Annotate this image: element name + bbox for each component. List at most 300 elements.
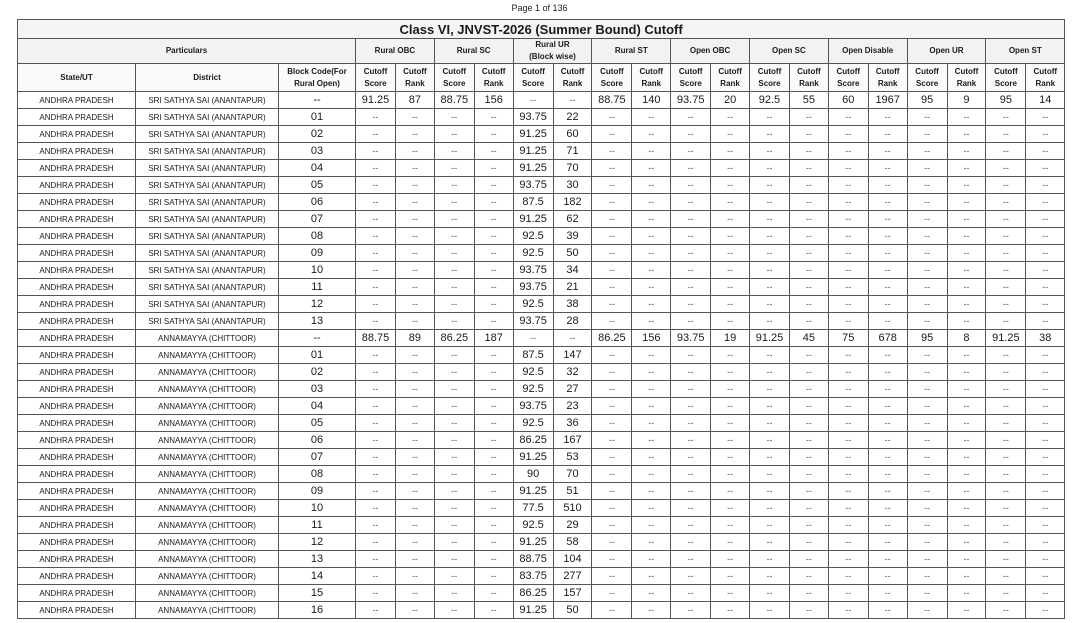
cutoff-rank-cell: -- <box>1026 126 1065 143</box>
block-code-cell: 06 <box>279 432 356 449</box>
cutoff-score-cell: -- <box>907 551 947 568</box>
cutoff-rank-cell: -- <box>789 160 828 177</box>
cutoff-rank-cell: 29 <box>553 517 592 534</box>
cutoff-rank-cell: -- <box>474 296 513 313</box>
state-cell: ANDHRA PRADESH <box>18 568 136 585</box>
cutoff-score-cell: 91.25 <box>986 330 1026 347</box>
cutoff-score-cell: -- <box>434 449 474 466</box>
state-cell: ANDHRA PRADESH <box>18 330 136 347</box>
district-cell: ANNAMAYYA (CHITTOOR) <box>136 483 279 500</box>
table-row <box>18 143 1065 160</box>
cutoff-score-cell: -- <box>671 551 711 568</box>
district-cell: ANNAMAYYA (CHITTOOR) <box>136 500 279 517</box>
cutoff-rank-cell: -- <box>396 194 435 211</box>
cutoff-rank-cell: -- <box>553 92 592 109</box>
cutoff-rank-cell: -- <box>789 177 828 194</box>
cutoff-score-header: Cutoff Score <box>513 64 553 92</box>
cutoff-rank-cell: 157 <box>553 585 592 602</box>
cutoff-rank-cell: -- <box>474 211 513 228</box>
cutoff-score-cell: -- <box>434 398 474 415</box>
cutoff-score-cell: 93.75 <box>671 330 711 347</box>
cutoff-rank-cell: -- <box>947 602 986 619</box>
cutoff-score-cell: -- <box>434 568 474 585</box>
cutoff-rank-cell: -- <box>947 415 986 432</box>
block-code-cell: 10 <box>279 500 356 517</box>
cutoff-rank-cell: -- <box>789 449 828 466</box>
cutoff-score-cell: -- <box>671 262 711 279</box>
cutoff-score-cell: -- <box>907 160 947 177</box>
cutoff-score-cell: -- <box>749 347 789 364</box>
cutoff-rank-cell: -- <box>868 262 907 279</box>
cutoff-rank-cell: -- <box>1026 551 1065 568</box>
block-code-cell: -- <box>279 330 356 347</box>
cutoff-rank-cell: -- <box>632 296 671 313</box>
cutoff-rank-cell: -- <box>947 517 986 534</box>
block-code-cell: 12 <box>279 296 356 313</box>
cutoff-score-cell: -- <box>986 228 1026 245</box>
category-header: Rural OBC <box>356 39 435 64</box>
cutoff-score-cell: -- <box>907 483 947 500</box>
state-cell: ANDHRA PRADESH <box>18 398 136 415</box>
block-code-cell: 06 <box>279 194 356 211</box>
cutoff-rank-cell: 45 <box>789 330 828 347</box>
cutoff-rank-cell: 32 <box>553 364 592 381</box>
cutoff-rank-cell: -- <box>947 109 986 126</box>
cutoff-rank-cell: -- <box>632 500 671 517</box>
cutoff-rank-cell: -- <box>711 262 750 279</box>
cutoff-rank-cell: -- <box>474 143 513 160</box>
cutoff-rank-cell: -- <box>1026 534 1065 551</box>
cutoff-rank-cell: -- <box>868 211 907 228</box>
cutoff-score-cell: -- <box>828 279 868 296</box>
cutoff-score-cell: 91.25 <box>513 534 553 551</box>
cutoff-rank-cell: -- <box>868 466 907 483</box>
cutoff-rank-cell: 51 <box>553 483 592 500</box>
cutoff-score-cell: -- <box>671 449 711 466</box>
cutoff-score-cell: -- <box>749 551 789 568</box>
cutoff-score-cell: 88.75 <box>592 92 632 109</box>
cutoff-rank-cell: -- <box>789 466 828 483</box>
cutoff-rank-cell: -- <box>789 109 828 126</box>
cutoff-score-cell: -- <box>434 602 474 619</box>
cutoff-rank-cell: -- <box>789 245 828 262</box>
cutoff-rank-cell: 156 <box>474 92 513 109</box>
district-cell: ANNAMAYYA (CHITTOOR) <box>136 551 279 568</box>
block-code-cell: 09 <box>279 483 356 500</box>
cutoff-rank-cell: -- <box>396 211 435 228</box>
cutoff-rank-cell: -- <box>1026 398 1065 415</box>
district-cell: ANNAMAYYA (CHITTOOR) <box>136 364 279 381</box>
cutoff-rank-cell: -- <box>868 126 907 143</box>
cutoff-score-cell: -- <box>592 347 632 364</box>
cutoff-score-cell: -- <box>828 568 868 585</box>
cutoff-rank-cell: -- <box>396 279 435 296</box>
cutoff-rank-cell: -- <box>632 534 671 551</box>
cutoff-rank-cell: -- <box>868 415 907 432</box>
cutoff-score-cell: -- <box>671 296 711 313</box>
district-cell: SRI SATHYA SAI (ANANTAPUR) <box>136 143 279 160</box>
cutoff-rank-cell: -- <box>868 483 907 500</box>
table-row <box>18 279 1065 296</box>
state-cell: ANDHRA PRADESH <box>18 194 136 211</box>
cutoff-score-cell: -- <box>671 177 711 194</box>
block-code-cell: 12 <box>279 534 356 551</box>
cutoff-rank-cell: 87 <box>396 92 435 109</box>
table-row <box>18 262 1065 279</box>
cutoff-rank-cell: -- <box>868 534 907 551</box>
cutoff-rank-cell: -- <box>474 228 513 245</box>
cutoff-rank-cell: 70 <box>553 466 592 483</box>
cutoff-rank-cell: -- <box>789 398 828 415</box>
cutoff-rank-cell: 156 <box>632 330 671 347</box>
cutoff-rank-cell: -- <box>1026 466 1065 483</box>
cutoff-score-cell: -- <box>828 432 868 449</box>
cutoff-score-cell: -- <box>907 245 947 262</box>
cutoff-rank-cell: -- <box>632 347 671 364</box>
cutoff-rank-cell: 70 <box>553 160 592 177</box>
cutoff-score-cell: -- <box>749 313 789 330</box>
cutoff-rank-cell: 53 <box>553 449 592 466</box>
cutoff-score-cell: 91.25 <box>513 211 553 228</box>
cutoff-score-cell: -- <box>907 568 947 585</box>
cutoff-score-cell: -- <box>434 466 474 483</box>
cutoff-score-cell: -- <box>828 466 868 483</box>
district-header: District <box>136 64 279 92</box>
cutoff-rank-cell: -- <box>474 245 513 262</box>
table-row <box>18 500 1065 517</box>
cutoff-score-cell: -- <box>828 126 868 143</box>
cutoff-score-cell: -- <box>592 483 632 500</box>
block-code-cell: 05 <box>279 177 356 194</box>
cutoff-score-cell: -- <box>749 398 789 415</box>
district-cell: ANNAMAYYA (CHITTOOR) <box>136 534 279 551</box>
cutoff-rank-cell: -- <box>396 296 435 313</box>
table-row <box>18 551 1065 568</box>
cutoff-score-cell: -- <box>986 296 1026 313</box>
cutoff-score-cell: -- <box>671 398 711 415</box>
cutoff-score-cell: 77.5 <box>513 500 553 517</box>
cutoff-rank-cell: -- <box>789 415 828 432</box>
table-title: Class VI, JNVST-2026 (Summer Bound) Cutoff <box>18 20 1065 39</box>
block-code-cell: 13 <box>279 313 356 330</box>
cutoff-score-cell: -- <box>592 466 632 483</box>
cutoff-score-cell: -- <box>749 211 789 228</box>
state-cell: ANDHRA PRADESH <box>18 177 136 194</box>
cutoff-rank-cell: -- <box>632 143 671 160</box>
cutoff-rank-cell: -- <box>711 500 750 517</box>
cutoff-score-cell: -- <box>907 398 947 415</box>
cutoff-score-cell: 92.5 <box>513 381 553 398</box>
cutoff-rank-cell: -- <box>789 483 828 500</box>
cutoff-score-cell: 91.25 <box>513 449 553 466</box>
cutoff-rank-cell: -- <box>868 347 907 364</box>
cutoff-rank-cell: -- <box>789 228 828 245</box>
cutoff-rank-cell: -- <box>868 296 907 313</box>
cutoff-score-cell: -- <box>434 432 474 449</box>
cutoff-rank-cell: -- <box>396 143 435 160</box>
cutoff-rank-cell: -- <box>947 262 986 279</box>
cutoff-rank-cell: -- <box>789 143 828 160</box>
cutoff-rank-cell: -- <box>868 313 907 330</box>
cutoff-score-cell: -- <box>356 534 396 551</box>
cutoff-rank-header: Cutoff Rank <box>1026 64 1065 92</box>
cutoff-rank-header: Cutoff Rank <box>553 64 592 92</box>
particulars-header: Particulars <box>18 39 356 64</box>
cutoff-rank-cell: -- <box>868 194 907 211</box>
cutoff-rank-cell: -- <box>711 177 750 194</box>
table-row <box>18 602 1065 619</box>
cutoff-score-cell: -- <box>986 347 1026 364</box>
cutoff-rank-cell: -- <box>474 602 513 619</box>
cutoff-rank-cell: -- <box>396 262 435 279</box>
cutoff-rank-cell: -- <box>474 262 513 279</box>
cutoff-score-header: Cutoff Score <box>986 64 1026 92</box>
cutoff-rank-cell: 28 <box>553 313 592 330</box>
state-cell: ANDHRA PRADESH <box>18 262 136 279</box>
cutoff-rank-cell: -- <box>789 585 828 602</box>
cutoff-score-cell: 92.5 <box>513 517 553 534</box>
cutoff-score-cell: -- <box>671 126 711 143</box>
cutoff-rank-cell: -- <box>474 347 513 364</box>
cutoff-rank-cell: -- <box>789 364 828 381</box>
cutoff-rank-cell: -- <box>396 245 435 262</box>
cutoff-rank-cell: -- <box>711 313 750 330</box>
cutoff-score-cell: -- <box>434 296 474 313</box>
cutoff-score-cell: -- <box>434 415 474 432</box>
cutoff-rank-cell: -- <box>632 126 671 143</box>
cutoff-rank-cell: -- <box>396 534 435 551</box>
cutoff-score-cell: -- <box>434 177 474 194</box>
cutoff-rank-cell: -- <box>711 347 750 364</box>
block-code-cell: 11 <box>279 279 356 296</box>
cutoff-score-cell: 93.75 <box>513 279 553 296</box>
cutoff-score-header: Cutoff Score <box>434 64 474 92</box>
cutoff-score-cell: -- <box>356 194 396 211</box>
cutoff-score-cell: -- <box>828 534 868 551</box>
cutoff-rank-cell: -- <box>789 551 828 568</box>
cutoff-score-cell: -- <box>986 262 1026 279</box>
table-row <box>18 109 1065 126</box>
cutoff-rank-cell: -- <box>474 432 513 449</box>
cutoff-score-cell: -- <box>671 160 711 177</box>
block-code-cell: 04 <box>279 160 356 177</box>
cutoff-rank-cell: -- <box>632 313 671 330</box>
cutoff-score-cell: -- <box>828 262 868 279</box>
cutoff-rank-cell: -- <box>474 160 513 177</box>
cutoff-score-cell: -- <box>671 109 711 126</box>
cutoff-rank-cell: 50 <box>553 245 592 262</box>
block-code-cell: 04 <box>279 398 356 415</box>
district-cell: ANNAMAYYA (CHITTOOR) <box>136 449 279 466</box>
cutoff-rank-cell: -- <box>474 126 513 143</box>
cutoff-score-cell: -- <box>592 449 632 466</box>
cutoff-rank-cell: -- <box>789 432 828 449</box>
cutoff-rank-cell: -- <box>947 296 986 313</box>
block-code-cell: 10 <box>279 262 356 279</box>
cutoff-rank-cell: -- <box>947 398 986 415</box>
block-code-cell: 16 <box>279 602 356 619</box>
district-cell: ANNAMAYYA (CHITTOOR) <box>136 517 279 534</box>
cutoff-rank-cell: -- <box>396 500 435 517</box>
cutoff-rank-cell: -- <box>711 245 750 262</box>
cutoff-score-cell: -- <box>592 245 632 262</box>
table-row <box>18 228 1065 245</box>
district-cell: ANNAMAYYA (CHITTOOR) <box>136 568 279 585</box>
cutoff-score-cell: 91.25 <box>356 92 396 109</box>
cutoff-rank-cell: -- <box>947 449 986 466</box>
district-cell: SRI SATHYA SAI (ANANTAPUR) <box>136 313 279 330</box>
cutoff-rank-cell: -- <box>396 432 435 449</box>
cutoff-score-cell: -- <box>592 126 632 143</box>
cutoff-rank-cell: 38 <box>553 296 592 313</box>
cutoff-score-cell: -- <box>671 483 711 500</box>
state-cell: ANDHRA PRADESH <box>18 160 136 177</box>
cutoff-rank-cell: -- <box>474 398 513 415</box>
cutoff-rank-cell: -- <box>1026 177 1065 194</box>
category-header: Rural ST <box>592 39 671 64</box>
block-code-cell: 13 <box>279 551 356 568</box>
cutoff-score-cell: 86.25 <box>513 585 553 602</box>
cutoff-score-cell: -- <box>671 500 711 517</box>
cutoff-score-cell: -- <box>592 534 632 551</box>
cutoff-rank-cell: -- <box>396 347 435 364</box>
cutoff-score-cell: -- <box>356 500 396 517</box>
cutoff-score-cell: 60 <box>828 92 868 109</box>
cutoff-score-cell: -- <box>907 313 947 330</box>
cutoff-score-cell: -- <box>749 483 789 500</box>
cutoff-score-cell: -- <box>749 228 789 245</box>
cutoff-score-cell: 88.75 <box>356 330 396 347</box>
cutoff-rank-cell: -- <box>396 517 435 534</box>
cutoff-score-cell: -- <box>907 296 947 313</box>
cutoff-score-cell: -- <box>749 160 789 177</box>
table-row <box>18 466 1065 483</box>
cutoff-rank-cell: -- <box>1026 109 1065 126</box>
table-row <box>18 432 1065 449</box>
cutoff-score-cell: -- <box>986 602 1026 619</box>
block-code-cell: 05 <box>279 415 356 432</box>
cutoff-rank-cell: -- <box>396 381 435 398</box>
state-cell: ANDHRA PRADESH <box>18 534 136 551</box>
cutoff-score-cell: 92.5 <box>513 415 553 432</box>
cutoff-score-cell: -- <box>592 109 632 126</box>
cutoff-rank-cell: -- <box>1026 432 1065 449</box>
cutoff-rank-cell: -- <box>632 585 671 602</box>
cutoff-score-cell: -- <box>671 415 711 432</box>
cutoff-score-cell: 95 <box>907 330 947 347</box>
cutoff-score-cell: -- <box>986 551 1026 568</box>
cutoff-rank-cell: -- <box>632 194 671 211</box>
cutoff-score-cell: -- <box>356 160 396 177</box>
cutoff-score-cell: -- <box>986 432 1026 449</box>
state-header: State/UT <box>18 64 136 92</box>
cutoff-rank-cell: 277 <box>553 568 592 585</box>
state-cell: ANDHRA PRADESH <box>18 432 136 449</box>
cutoff-score-cell: -- <box>592 415 632 432</box>
cutoff-score-cell: -- <box>434 364 474 381</box>
cutoff-score-cell: -- <box>356 398 396 415</box>
cutoff-rank-cell: -- <box>396 126 435 143</box>
cutoff-score-cell: -- <box>671 432 711 449</box>
cutoff-score-cell: 83.75 <box>513 568 553 585</box>
cutoff-rank-cell: -- <box>396 551 435 568</box>
cutoff-score-cell: -- <box>907 449 947 466</box>
table-row <box>18 313 1065 330</box>
cutoff-score-cell: 87.5 <box>513 347 553 364</box>
cutoff-rank-cell: 71 <box>553 143 592 160</box>
cutoff-rank-cell: -- <box>711 228 750 245</box>
cutoff-score-cell: -- <box>828 347 868 364</box>
cutoff-score-cell: -- <box>592 160 632 177</box>
cutoff-score-cell: -- <box>828 415 868 432</box>
cutoff-rank-cell: -- <box>632 466 671 483</box>
cutoff-score-cell: -- <box>986 381 1026 398</box>
cutoff-score-cell: -- <box>907 228 947 245</box>
cutoff-rank-cell: -- <box>474 534 513 551</box>
cutoff-score-cell: -- <box>356 449 396 466</box>
cutoff-rank-cell: 9 <box>947 92 986 109</box>
cutoff-score-cell: 90 <box>513 466 553 483</box>
cutoff-score-cell: -- <box>907 126 947 143</box>
table-row <box>18 126 1065 143</box>
district-cell: SRI SATHYA SAI (ANANTAPUR) <box>136 296 279 313</box>
cutoff-score-cell: -- <box>671 347 711 364</box>
cutoff-rank-cell: -- <box>711 602 750 619</box>
cutoff-score-cell: -- <box>986 483 1026 500</box>
cutoff-rank-cell: -- <box>868 228 907 245</box>
cutoff-rank-cell: -- <box>474 466 513 483</box>
cutoff-score-cell: -- <box>592 551 632 568</box>
table-row <box>18 160 1065 177</box>
cutoff-rank-cell: -- <box>1026 449 1065 466</box>
cutoff-rank-cell: -- <box>789 194 828 211</box>
cutoff-score-cell: -- <box>828 517 868 534</box>
cutoff-score-cell: -- <box>671 313 711 330</box>
block-code-header: Block Code(For Rural Open) <box>279 64 356 92</box>
cutoff-score-cell: -- <box>986 245 1026 262</box>
cutoff-score-cell: -- <box>356 347 396 364</box>
cutoff-rank-header: Cutoff Rank <box>396 64 435 92</box>
cutoff-score-cell: -- <box>986 415 1026 432</box>
cutoff-score-cell: -- <box>592 279 632 296</box>
cutoff-rank-cell: -- <box>1026 381 1065 398</box>
cutoff-score-cell: -- <box>671 279 711 296</box>
cutoff-rank-cell: -- <box>789 262 828 279</box>
cutoff-rank-cell: -- <box>789 211 828 228</box>
cutoff-score-cell: -- <box>986 279 1026 296</box>
cutoff-score-cell: -- <box>907 262 947 279</box>
cutoff-score-cell: -- <box>434 228 474 245</box>
cutoff-score-cell: -- <box>356 551 396 568</box>
cutoff-rank-cell: -- <box>711 415 750 432</box>
district-cell: ANNAMAYYA (CHITTOOR) <box>136 466 279 483</box>
cutoff-rank-cell: -- <box>396 160 435 177</box>
state-cell: ANDHRA PRADESH <box>18 347 136 364</box>
district-cell: SRI SATHYA SAI (ANANTAPUR) <box>136 211 279 228</box>
cutoff-score-cell: -- <box>986 194 1026 211</box>
cutoff-score-cell: -- <box>434 381 474 398</box>
cutoff-score-cell: -- <box>671 228 711 245</box>
cutoff-rank-cell: -- <box>396 415 435 432</box>
cutoff-rank-cell: -- <box>789 517 828 534</box>
cutoff-score-cell: 93.75 <box>513 313 553 330</box>
cutoff-score-cell: 86.25 <box>434 330 474 347</box>
cutoff-rank-cell: -- <box>632 245 671 262</box>
cutoff-rank-header: Cutoff Rank <box>474 64 513 92</box>
cutoff-score-cell: -- <box>828 381 868 398</box>
cutoff-score-header: Cutoff Score <box>828 64 868 92</box>
cutoff-score-cell: -- <box>749 126 789 143</box>
